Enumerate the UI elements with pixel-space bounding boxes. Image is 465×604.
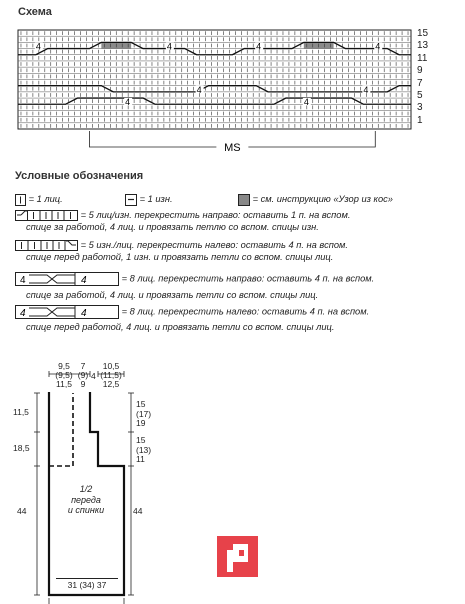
dim-left-c: 44 (17, 506, 27, 516)
row-number: 3 (417, 102, 423, 114)
chart-title: Схема (18, 6, 52, 18)
cable-label-1: 4 (166, 41, 172, 52)
legend-cross-right-5-text: = 5 лиц/изн. перекрестить направо: оставить 1 п. на вспом. (80, 210, 351, 220)
row-number: 1 (417, 114, 423, 126)
dim-right-a: 15 (17) 19 (136, 399, 152, 428)
legend-cross-right-8-text: = 8 лиц. перекрестить направо: оставить 4 п. на вспом. (121, 273, 375, 284)
dim-right-c: 44 (133, 506, 143, 516)
legend-cross-right-8-line2: спице за работой, 4 лиц. и провязать петли со вспом. спицы лиц. (26, 290, 319, 300)
legend-title: Условные обозначения (15, 170, 144, 182)
row-number: 15 (417, 28, 429, 40)
cable-label-7: 4 (303, 97, 309, 108)
legend-cable-pattern-text: = см. инструкцию «Узор из кос» (252, 194, 393, 204)
ms-label: MS (224, 142, 241, 154)
legend-cross-right-5-line2: спице за работой, 4 лиц. и провязать петлю со вспом. спицы изн. (26, 222, 319, 232)
dim-top-mid: 7 (9) 9 (77, 361, 89, 389)
schematic-center-label: 1/2 переда и спинки (67, 484, 105, 515)
watermark-text: postila.ru (260, 533, 465, 577)
row-number: 11 (417, 52, 428, 64)
row-number: 9 (417, 65, 423, 77)
legend-cross-left-8-text: = 8 лиц. перекрестить налево: оставить 4 п. на вспом. (121, 306, 370, 317)
dim-bottom: 31 (34) 37 (56, 578, 118, 590)
row-number: 13 (417, 40, 429, 52)
svg-text:4: 4 (81, 275, 87, 286)
legend-cross-left-5-line2: спице перед работой, 1 изн. и провязать петли со вспом. спицы лиц. (26, 252, 334, 262)
cable-label-0: 4 (35, 41, 41, 52)
dim-top-four: 4 (91, 371, 96, 381)
dim-left-a: 11,5 (13, 407, 29, 417)
dim-left-b: 18,5 (13, 443, 30, 453)
row-number: 5 (417, 89, 423, 101)
cable-label-2: 4 (256, 41, 262, 52)
dim-top-left: 9,5 (9,5) 11,5 (55, 361, 73, 389)
cable-label-4: 4 (196, 84, 202, 95)
row-number: 7 (417, 77, 423, 89)
svg-text:4: 4 (20, 275, 26, 286)
postila-logo-icon (217, 536, 258, 577)
legend-knit-text: = 1 лиц. (28, 194, 63, 204)
dim-right-b: 15 (13) 11 (136, 435, 152, 464)
legend-cross-left-5-text: = 5 изн./лиц. перекрестить налево: оставить 4 п. на вспом. (80, 240, 348, 250)
cable-label-5: 4 (363, 84, 369, 95)
svg-text:4: 4 (81, 308, 87, 319)
cable-label-6: 4 (125, 97, 131, 108)
legend-cross-left-8-line2: спице перед работой, 4 лиц. и провязать петли со вспом. спицы лиц. (26, 322, 335, 332)
svg-text:4: 4 (20, 308, 26, 319)
cable-label-3: 4 (375, 41, 381, 52)
dim-top-right: 10,5 (11,5) 12,5 (100, 361, 122, 389)
legend-purl-text: = 1 изн. (139, 194, 173, 204)
schematic-dashed-neck (49, 393, 73, 466)
